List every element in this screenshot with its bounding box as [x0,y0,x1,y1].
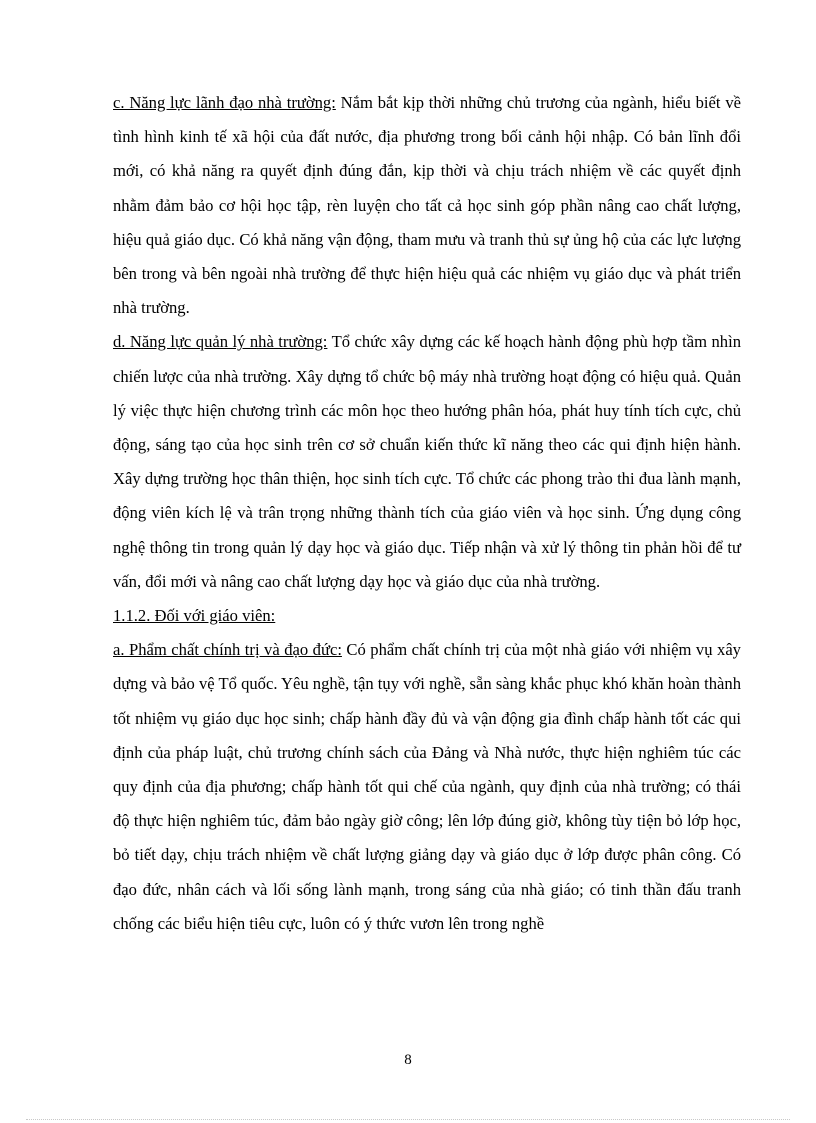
section-heading: 1.1.2. Đối với giáo viên: [113,606,276,626]
paragraph-heading: a. Phẩm chất chính trị và đạo đức: [113,640,342,660]
paragraph-text: Nắm bắt kịp thời những chủ trương của ngành, hiểu biết về tình hình kinh tế xã hội của đất nước, địa phương trong bối cảnh hội nhập. Có bản lĩnh đổi mới, có khả năng ra quyết định đúng đắn, kịp thời và chịu trách nhiệm về các quyết định nhằm đảm bảo cơ hội học tập, rèn luyện cho tất cả học sinh góp phần nâng cao chất lượng, hiệu quả giáo dục. Có khả năng vận động, tham mưu và tranh thủ sự ủng hộ của các lực lượng bên trong và bên ngoài nhà trường để thực hiện hiệu quả các nhiệm vụ giáo dục và phát triển nhà trường. [113,93,741,318]
paragraph-text: Tổ chức xây dựng các kế hoạch hành động phù hợp tầm nhìn chiến lược của nhà trường. Xây dựng tổ chức bộ máy nhà trường hoạt động có hiệu quả. Quản lý việc thực hiện chương trình các môn học theo hướng phân hóa, phát huy tính tích cực, chủ động, sáng tạo của học sinh trên cơ sở chuẩn kiến thức kĩ năng theo các qui định hiện hành. Xây dựng trường học thân thiện, học sinh tích cực. Tổ chức các phong trào thi đua lành mạnh, động viên kích lệ và trân trọng những thành tích của giáo viên và học sinh. Ứng dụng công nghệ thông tin trong quản lý dạy học và giáo dục. Tiếp nhận và xử lý thông tin phản hồi để tư vấn, đổi mới và nâng cao chất lượng dạy học và giáo dục của nhà trường. [113,332,741,591]
paragraph-political-ethics [113,633,741,941]
paragraph-heading: c. Năng lực lãnh đạo nhà trường: [113,93,336,112]
paragraph-leadership [113,86,741,325]
page-number: 8 [404,1052,412,1068]
paragraph-heading: d. Năng lực quản lý nhà trường: [113,332,328,352]
paragraph-management [113,325,741,599]
paragraph-text: Có phẩm chất chính trị của một nhà giáo với nhiệm vụ xây dựng và bảo vệ Tổ quốc. Yêu nghề, tận tụy với nghề, sẵn sàng khắc phục khó khăn hoàn thành tốt nhiệm vụ giáo dục học sinh; chấp hành đầy đủ và vận động gia đình chấp hành tốt các qui định của pháp luật, chủ trương chính sách của Đảng và Nhà nước, thực hiện nghiêm túc các quy định của địa phương; chấp hành tốt qui chế của ngành, quy định của nhà trường; có thái độ thực hiện nghiêm túc, đảm bảo ngày giờ công; lên lớp đúng giờ, không tùy tiện bỏ lớp học, bỏ tiết dạy, chịu trách nhiệm về chất lượng giảng dạy và giáo dục ở lớp được phân công. Có đạo đức, nhân cách và lối sống lành mạnh, trong sáng của nhà giáo; có tinh thần đấu tranh chống các biểu hiện tiêu cực, luôn có ý thức vươn lên trong nghề [113,640,741,933]
document-body [113,86,741,941]
page-footer-divider [26,1119,790,1120]
